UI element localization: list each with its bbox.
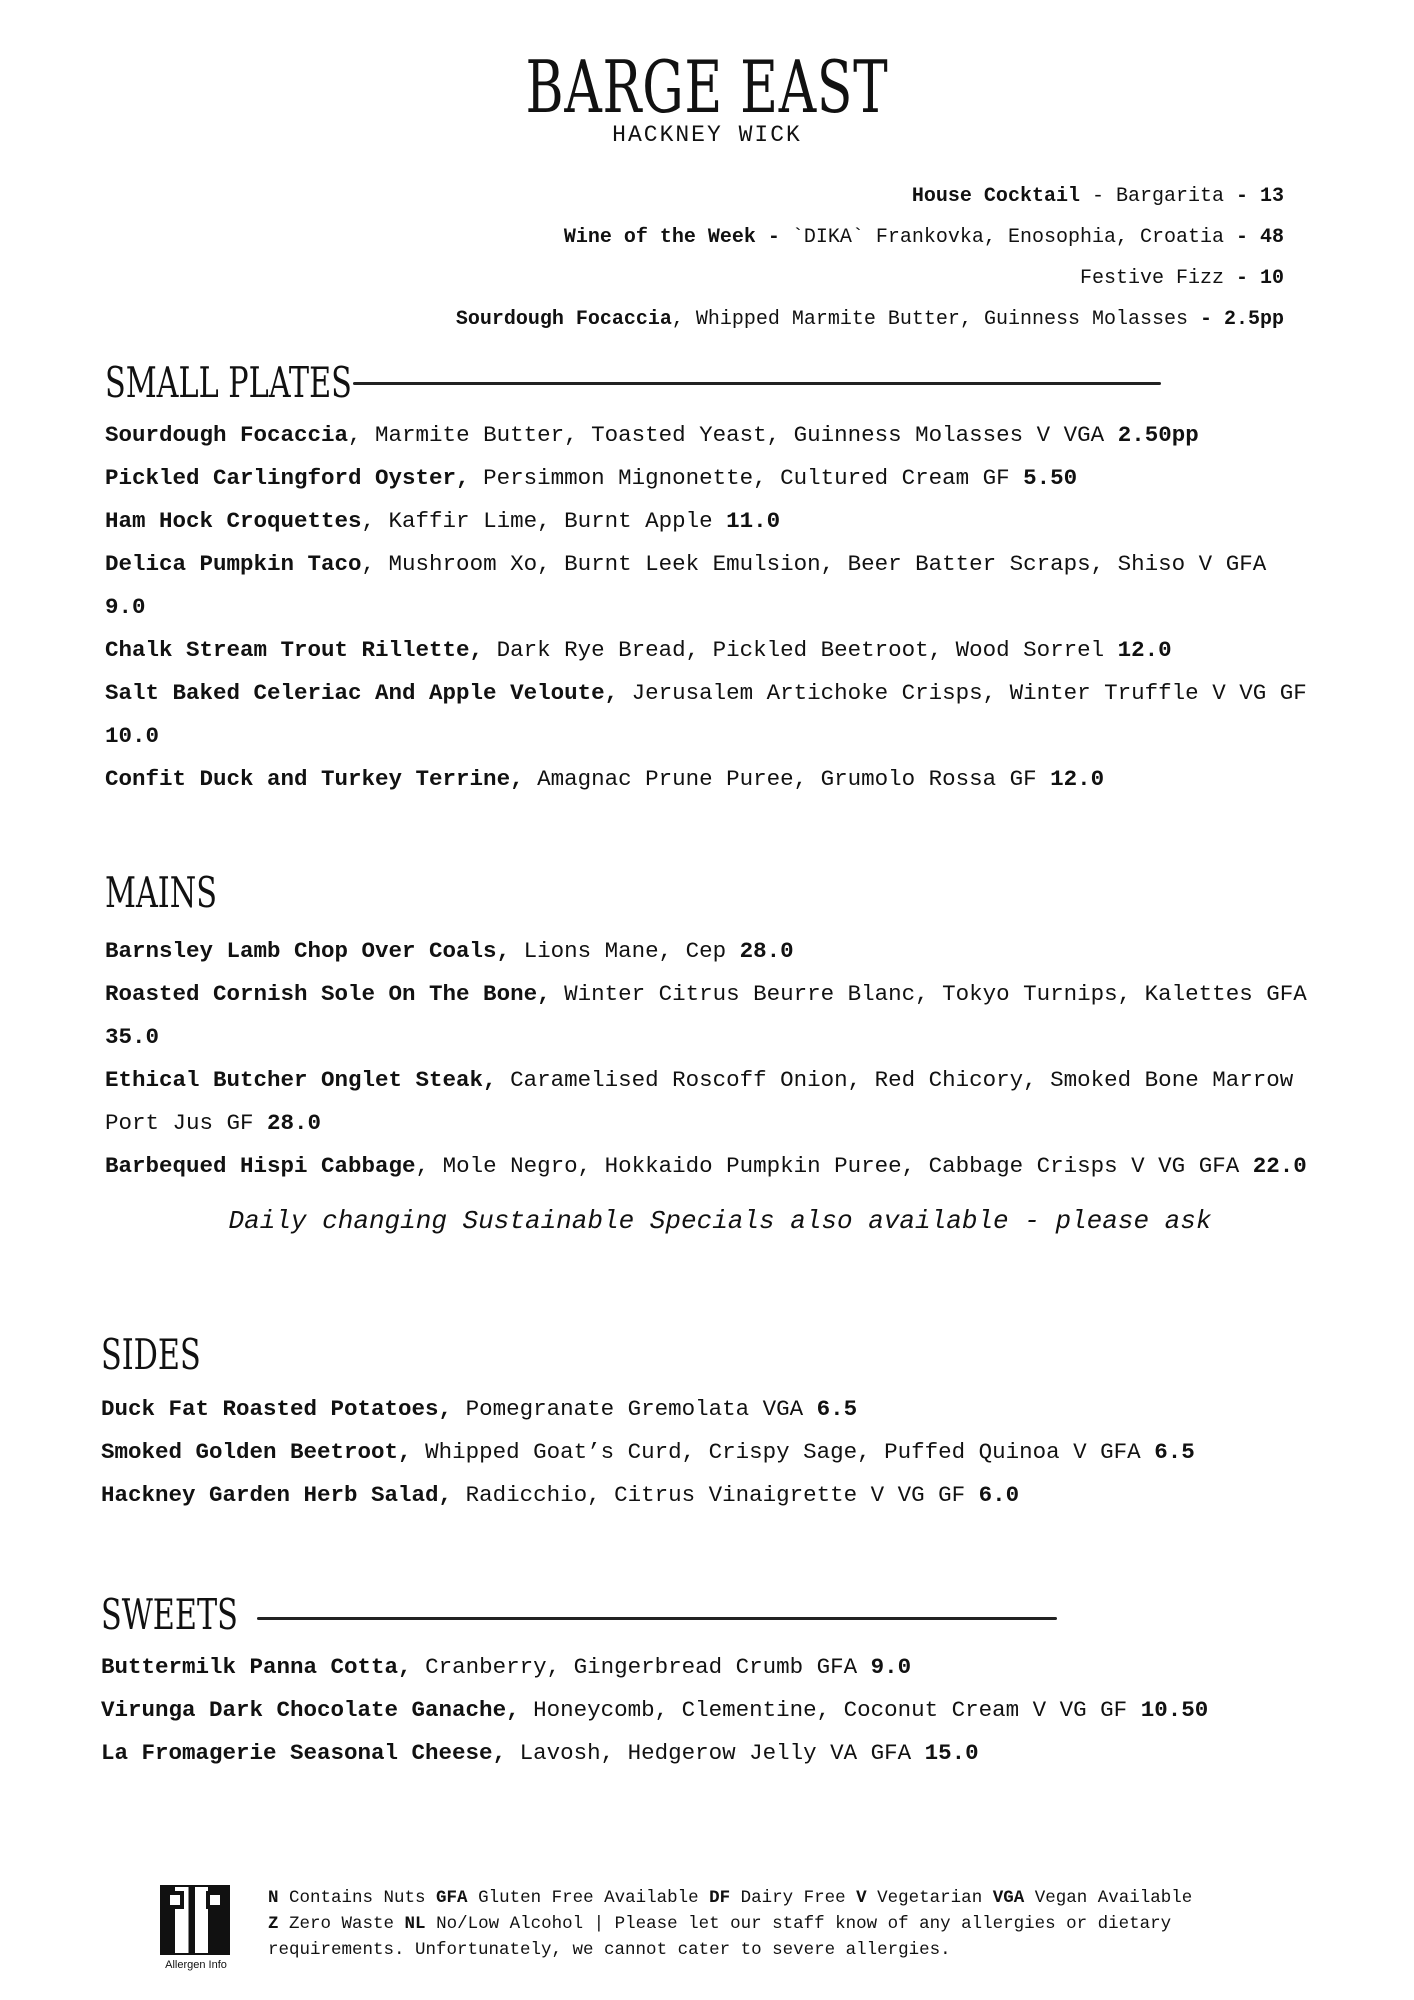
menu-item: Buttermilk Panna Cotta, Cranberry, Gingerbread Crumb GFA 9.0 xyxy=(101,1654,912,1680)
section-title: SWEETS xyxy=(101,1590,238,1639)
menu-item: Roasted Cornish Sole On The Bone, Winter Citrus Beurre Blanc, Tokyo Turnips, Kalettes GFA 35.0 xyxy=(105,981,1307,1050)
qr-code-icon[interactable] xyxy=(160,1885,230,1955)
allergy-note: | Please let our staff know of any allergies or dietary requirements. Unfortunately, we cannot cater to severe allergies. xyxy=(268,1914,1172,1960)
feature-row: Sourdough Focaccia, Whipped Marmite Butter, Guinness Molasses - 2.5pp xyxy=(455,308,1284,331)
feature-row: Wine of the Week - `DIKA` Frankovka, Enosophia, Croatia - 48 xyxy=(563,226,1284,249)
section-sweets xyxy=(101,1590,1335,1775)
menu-item: Duck Fat Roasted Potatoes, Pomegranate Gremolata VGA 6.5 xyxy=(101,1396,858,1422)
section-divider xyxy=(353,382,1161,385)
feature-row: House Cocktail - Bargarita - 13 xyxy=(911,185,1284,208)
section-sides xyxy=(101,1330,1335,1517)
section-divider xyxy=(257,1617,1057,1620)
section-mains xyxy=(105,868,1335,1236)
allergen-footer xyxy=(160,1885,1290,1971)
section-small-plates xyxy=(105,358,1335,801)
menu-item: Barnsley Lamb Chop Over Coals, Lions Mane, Cep 28.0 xyxy=(105,938,794,964)
allergen-legend: N Contains Nuts GFA Gluten Free Available DF Dairy Free V Vegetarian VGA Vegan Available Z Zero Waste NL No/Low Alcohol | Please let our staff know of any allergies or dietary requirements. Unfortunately, we cannot cater to severe allergies. xyxy=(268,1888,1193,1960)
menu-item: Salt Baked Celeriac And Apple Veloute, Jerusalem Artichoke Crisps, Winter Truffle V VG GF 10.0 xyxy=(105,680,1307,749)
menu-item: Sourdough Focaccia, Marmite Butter, Toasted Yeast, Guinness Molasses V VGA 2.50pp xyxy=(105,422,1199,448)
menu-item: Hackney Garden Herb Salad, Radicchio, Citrus Vinaigrette V VG GF 6.0 xyxy=(101,1482,1020,1508)
section-title: MAINS xyxy=(105,868,217,917)
menu-item: La Fromagerie Seasonal Cheese, Lavosh, Hedgerow Jelly VA GFA 15.0 xyxy=(101,1740,979,1766)
restaurant-name: BARGE EAST xyxy=(525,45,889,129)
menu-item: Confit Duck and Turkey Terrine, Amagnac Prune Puree, Grumolo Rossa GF 12.0 xyxy=(105,766,1105,792)
menu-item: Smoked Golden Beetroot, Whipped Goat’s Curd, Crispy Sage, Puffed Quinoa V GFA 6.5 xyxy=(101,1439,1195,1465)
featured-specials xyxy=(456,176,1284,340)
section-title: SIDES xyxy=(101,1330,201,1379)
specials-note: Daily changing Sustainable Specials also available - please ask xyxy=(228,1206,1212,1236)
menu-item: Barbequed Hispi Cabbage, Mole Negro, Hokkaido Pumpkin Puree, Cabbage Crisps V VG GFA 22.0 xyxy=(105,1153,1307,1179)
menu-item: Chalk Stream Trout Rillette, Dark Rye Bread, Pickled Beetroot, Wood Sorrel 12.0 xyxy=(105,637,1172,663)
section-title: SMALL PLATES xyxy=(105,358,352,407)
menu-header xyxy=(0,45,1414,148)
menu-item: Ham Hock Croquettes, Kaffir Lime, Burnt Apple 11.0 xyxy=(105,508,781,534)
menu-item: Virunga Dark Chocolate Ganache, Honeycomb, Clementine, Coconut Cream V VG GF 10.50 xyxy=(101,1697,1209,1723)
qr-code-label: Allergen Info xyxy=(165,1959,227,1971)
feature-row: Festive Fizz - 10 xyxy=(1079,267,1284,290)
restaurant-location: HACKNEY WICK xyxy=(612,122,802,148)
menu-item: Ethical Butcher Onglet Steak, Caramelised Roscoff Onion, Red Chicory, Smoked Bone Marrow Port Jus GF 28.0 xyxy=(105,1067,1294,1136)
menu-item: Pickled Carlingford Oyster, Persimmon Mignonette, Cultured Cream GF 5.50 xyxy=(105,465,1078,491)
menu-item: Delica Pumpkin Taco, Mushroom Xo, Burnt Leek Emulsion, Beer Batter Scraps, Shiso V GFA 9.0 xyxy=(105,551,1267,620)
